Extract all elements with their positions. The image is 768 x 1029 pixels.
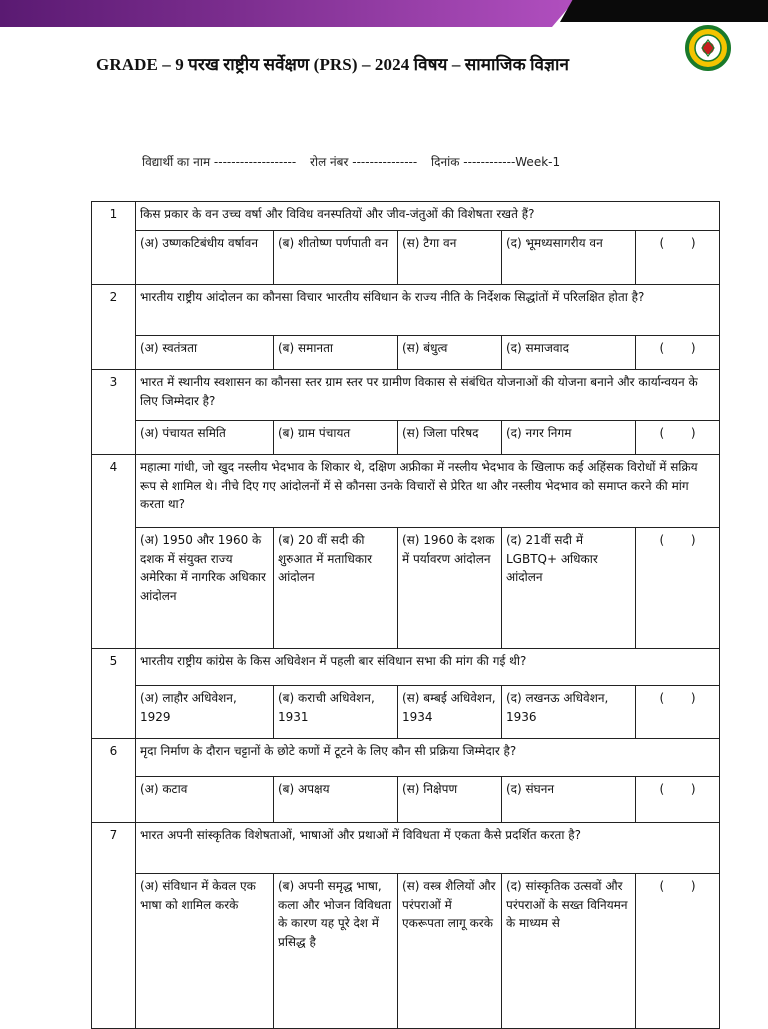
option-d[interactable]: (द) सांस्कृतिक उत्सवों और परंपराओं के सख्त विनियमन के माध्यम से bbox=[502, 874, 636, 1029]
question-number: 1 bbox=[92, 202, 136, 285]
question-number: 6 bbox=[92, 739, 136, 823]
option-b[interactable]: (ब) ग्राम पंचायत bbox=[274, 421, 398, 455]
question-number: 5 bbox=[92, 649, 136, 739]
options-row bbox=[92, 231, 720, 285]
option-a[interactable]: (अ) स्वतंत्रता bbox=[136, 336, 274, 370]
question-row bbox=[92, 823, 720, 874]
option-b[interactable]: (ब) 20 वीं सदी की शुरुआत में मताधिकार आंदोलन bbox=[274, 528, 398, 649]
header-banner-purple bbox=[0, 0, 575, 27]
question-text: महात्मा गांधी, जो खुद नस्लीय भेदभाव के शिकार थे, दक्षिण अफ्रीका में नस्लीय भेदभाव के खिलाफ कई अहिंसक विरोधों में सक्रिय रूप से शामिल थे। नीचे दिए गए आंदोलनों में से कौनसा उनके विचारों से प्रेरित था और नस्लीय भेदभाव को समाप्त करने की मांग करता था? bbox=[136, 455, 720, 528]
option-a[interactable]: (अ) पंचायत समिति bbox=[136, 421, 274, 455]
option-d[interactable]: (द) लखनऊ अधिवेशन, 1936 bbox=[502, 686, 636, 739]
question-row bbox=[92, 739, 720, 777]
answer-box[interactable]: ( ) bbox=[636, 777, 720, 823]
answer-box[interactable]: ( ) bbox=[636, 336, 720, 370]
options-row bbox=[92, 421, 720, 455]
options-row bbox=[92, 336, 720, 370]
student-name-field[interactable]: विद्यार्थी का नाम ------------------- bbox=[142, 155, 297, 169]
question-row bbox=[92, 370, 720, 421]
option-a[interactable]: (अ) लाहौर अधिवेशन, 1929 bbox=[136, 686, 274, 739]
options-row bbox=[92, 777, 720, 823]
student-info-line bbox=[142, 153, 570, 170]
option-c[interactable]: (स) टैगा वन bbox=[398, 231, 502, 285]
options-row bbox=[92, 686, 720, 739]
question-text: भारत अपनी सांस्कृतिक विशेषताओं, भाषाओं और प्रथाओं में विविधता में एकता कैसे प्रदर्शित करता है? bbox=[136, 823, 720, 874]
question-number: 2 bbox=[92, 285, 136, 370]
option-a[interactable]: (अ) उष्णकटिबंधीय वर्षावन bbox=[136, 231, 274, 285]
question-text: भारतीय राष्ट्रीय आंदोलन का कौनसा विचार भारतीय संविधान के राज्य नीति के निर्देशक सिद्धांतों में परिलक्षित होता है? bbox=[136, 285, 720, 336]
option-b[interactable]: (ब) शीतोष्ण पर्णपाती वन bbox=[274, 231, 398, 285]
option-b[interactable]: (ब) समानता bbox=[274, 336, 398, 370]
question-text: भारत में स्थानीय स्वशासन का कौनसा स्तर ग्राम स्तर पर ग्रामीण विकास से संबंधित योजनाओं की योजना बनाने और कार्यान्वयन के लिए जिम्मेदार है? bbox=[136, 370, 720, 421]
option-c[interactable]: (स) बम्बई अधिवेशन, 1934 bbox=[398, 686, 502, 739]
option-c[interactable]: (स) वस्त्र शैलियों और परंपराओं में एकरूपता लागू करके bbox=[398, 874, 502, 1029]
question-row bbox=[92, 202, 720, 231]
question-row bbox=[92, 285, 720, 336]
answer-box[interactable]: ( ) bbox=[636, 686, 720, 739]
option-d[interactable]: (द) नगर निगम bbox=[502, 421, 636, 455]
option-a[interactable]: (अ) कटाव bbox=[136, 777, 274, 823]
option-d[interactable]: (द) समाजवाद bbox=[502, 336, 636, 370]
header-banner-black bbox=[560, 0, 768, 22]
options-row bbox=[92, 528, 720, 649]
question-row bbox=[92, 455, 720, 528]
option-b[interactable]: (ब) अपनी समृद्ध भाषा, कला और भोजन विविधता के कारण यह पूरे देश में प्रसिद्ध है bbox=[274, 874, 398, 1029]
option-d[interactable]: (द) संघनन bbox=[502, 777, 636, 823]
option-b[interactable]: (ब) कराची अधिवेशन, 1931 bbox=[274, 686, 398, 739]
answer-box[interactable]: ( ) bbox=[636, 421, 720, 455]
question-table bbox=[91, 201, 720, 1029]
option-c[interactable]: (स) बंधुत्व bbox=[398, 336, 502, 370]
school-emblem-icon bbox=[683, 25, 733, 71]
date-week-field[interactable]: दिनांक ------------Week-1 bbox=[431, 155, 561, 169]
question-number: 4 bbox=[92, 455, 136, 649]
answer-box[interactable]: ( ) bbox=[636, 231, 720, 285]
question-number: 3 bbox=[92, 370, 136, 455]
question-text: भारतीय राष्ट्रीय कांग्रेस के किस अधिवेशन में पहली बार संविधान सभा की मांग की गई थी? bbox=[136, 649, 720, 686]
question-text: किस प्रकार के वन उच्च वर्षा और विविध वनस्पतियों और जीव-जंतुओं की विशेषता रखते हैं? bbox=[136, 202, 720, 231]
option-d[interactable]: (द) भूमध्यसागरीय वन bbox=[502, 231, 636, 285]
option-c[interactable]: (स) 1960 के दशक में पर्यावरण आंदोलन bbox=[398, 528, 502, 649]
option-a[interactable]: (अ) संविधान में केवल एक भाषा को शामिल करके bbox=[136, 874, 274, 1029]
question-number: 7 bbox=[92, 823, 136, 1029]
answer-box[interactable]: ( ) bbox=[636, 874, 720, 1029]
page-title: GRADE – 9 परख राष्ट्रीय सर्वेक्षण (PRS) – 2024 विषय – सामाजिक विज्ञान bbox=[96, 55, 569, 74]
option-c[interactable]: (स) निक्षेपण bbox=[398, 777, 502, 823]
option-b[interactable]: (ब) अपक्षय bbox=[274, 777, 398, 823]
question-row bbox=[92, 649, 720, 686]
answer-box[interactable]: ( ) bbox=[636, 528, 720, 649]
option-a[interactable]: (अ) 1950 और 1960 के दशक में संयुक्त राज्य अमेरिका में नागरिक अधिकार आंदोलन bbox=[136, 528, 274, 649]
option-c[interactable]: (स) जिला परिषद bbox=[398, 421, 502, 455]
question-text: मृदा निर्माण के दौरान चट्टानों के छोटे कणों में टूटने के लिए कौन सी प्रक्रिया जिम्मेदार है? bbox=[136, 739, 720, 777]
option-d[interactable]: (द) 21वीं सदी में LGBTQ+ अधिकार आंदोलन bbox=[502, 528, 636, 649]
roll-number-field[interactable]: रोल नंबर --------------- bbox=[310, 155, 418, 169]
options-row bbox=[92, 874, 720, 1029]
